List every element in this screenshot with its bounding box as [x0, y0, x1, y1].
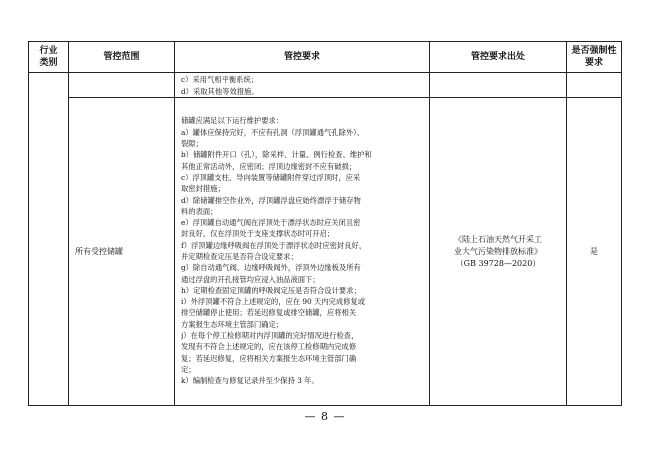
requirement-line: 料的表面； — [181, 206, 218, 216]
requirement-line: 发现有不符合上述规定的，应在该停工检修期内完成修 — [181, 342, 357, 352]
requirement-line: 方案报生态环境主管部门确定； — [181, 319, 284, 329]
requirement-line: 定； — [181, 364, 196, 374]
header-mandatory-line-1: 是否强制性 — [571, 46, 617, 56]
cell-control-requirements — [175, 98, 430, 406]
requirement-line: h）定期检查固定顶罐的呼吸阀定压是否符合设计要求； — [181, 285, 361, 295]
requirement-line: j）在每个停工检修期对内浮顶罐的完好情况进行检查， — [181, 331, 359, 341]
header-requirement-source: 管控要求出处 — [430, 42, 567, 73]
header-control-scope: 管控范围 — [69, 42, 175, 73]
source-line: 业大气污染物排放标准》 — [454, 246, 542, 256]
cell-mandatory: 是 — [567, 98, 622, 406]
requirement-line: 排空储罐停止使用；若延迟修复或排空储罐，应将相关 — [181, 308, 357, 318]
requirement-line: b）储罐附件开口（孔），除采样、计量、例行检查、维护和 — [181, 150, 372, 160]
requirement-line: d）采取其他等效措施。 — [181, 86, 259, 96]
requirement-line: 储罐应满足以下运行维护要求： — [181, 116, 284, 126]
header-mandatory-line-2: 要求 — [584, 58, 603, 68]
cell-industry-category — [29, 73, 69, 406]
table-header-row — [29, 42, 622, 73]
header-industry-line-2: 类别 — [39, 58, 58, 68]
requirement-line: g）除自动通气阀、边缘呼吸阀外，浮顶外边缘板及所有 — [181, 263, 361, 273]
requirement-line: 取密封措施； — [181, 184, 225, 194]
requirement-line: c）采用气相平衡系统； — [181, 75, 259, 85]
table-row — [29, 98, 622, 406]
source-line: 《陆上石油天然气开采工 — [454, 234, 542, 244]
header-industry-line-1: 行业 — [39, 46, 58, 56]
header-control-requirements: 管控要求 — [175, 42, 430, 73]
header-industry-category — [29, 42, 69, 73]
requirement-line: 通过浮盘的开孔接管均应浸入油品液面下； — [181, 274, 320, 284]
requirement-line: e）浮顶罐自动通气阀在浮顶处于漂浮状态时应关闭且密 — [181, 218, 361, 228]
requirement-line: i）外浮顶罐不符合上述规定的，应在 90 天内完成修复或 — [181, 297, 366, 307]
cell-continued-mandatory — [567, 73, 622, 98]
header-mandatory — [567, 42, 622, 73]
requirement-line: 封良好，仅在浮顶处于支座支撑状态时可开启； — [181, 229, 335, 239]
cell-continued-requirements — [175, 73, 430, 98]
requirement-line: 并定期检查定压是否符合设定要求； — [181, 252, 298, 261]
cell-requirement-source — [430, 98, 567, 406]
control-requirements-table — [28, 41, 622, 406]
requirement-line: c）浮顶罐支柱、导向装置等储罐附件穿过浮顶时，应采 — [181, 172, 361, 182]
source-line: （GB 39728—2020） — [455, 258, 541, 268]
requirement-line: 裂隙； — [181, 139, 203, 149]
requirement-line: a）罐体应保持完好，不应有孔洞（浮顶罐通气孔除外）、 — [181, 127, 365, 137]
requirement-line: 复；若延迟修复，应将相关方案报生态环境主管部门确 — [181, 353, 357, 363]
requirement-line: f）浮顶罐边缘呼吸阀在浮顶处于漂浮状态时应密封良好， — [181, 240, 367, 250]
cell-control-scope: 所有受控储罐 — [69, 98, 175, 406]
table-row — [29, 73, 622, 98]
page-number: — 8 — — [304, 410, 346, 423]
requirement-line: k）编制检查与修复记录并至少保持 3 年。 — [181, 376, 319, 386]
requirement-line: 其他正常活动外，应密闭；浮顶边缘密封不应有破损； — [181, 161, 357, 171]
cell-continued-scope — [69, 73, 175, 98]
requirement-line: d）除储罐排空作业外，浮顶罐浮盘应始终漂浮于储存物 — [181, 195, 361, 205]
cell-continued-source — [430, 73, 567, 98]
